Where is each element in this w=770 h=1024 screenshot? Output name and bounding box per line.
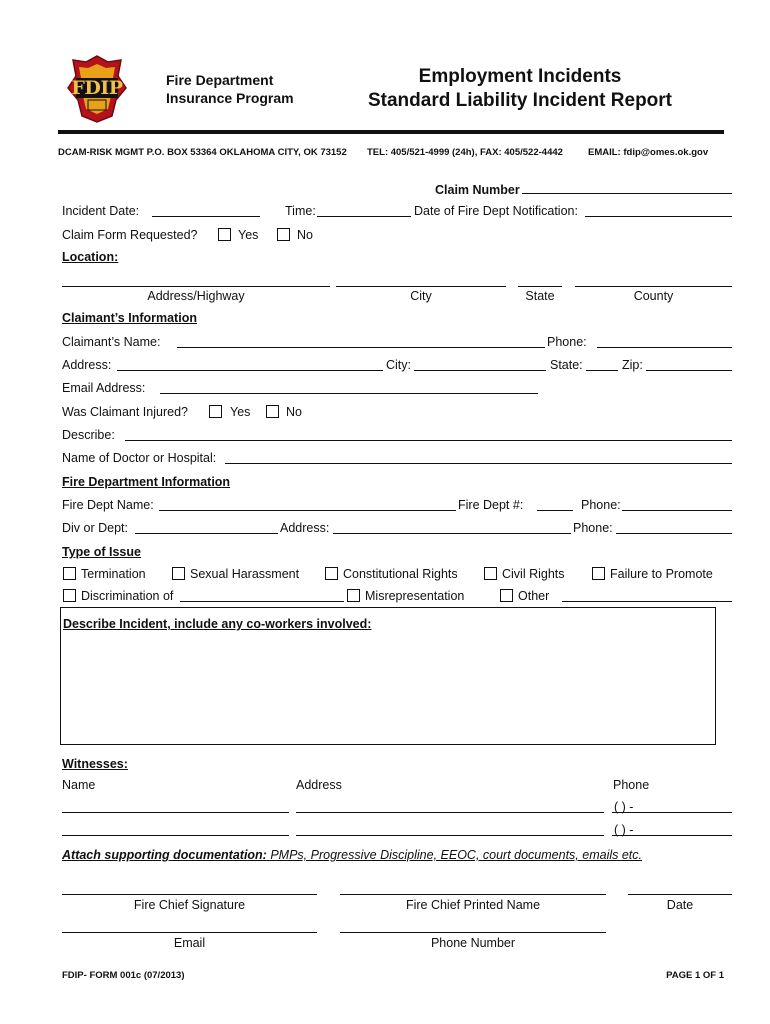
location-county-field[interactable] [575, 286, 732, 287]
describe-field[interactable] [125, 440, 732, 441]
misrepresentation-checkbox[interactable] [347, 589, 360, 602]
fire-dept-name-label: Fire Dept Name: [62, 498, 154, 512]
witness-1-name-field[interactable] [62, 812, 289, 813]
phone-number-caption: Phone Number [430, 936, 516, 950]
civil-rights-label: Civil Rights [502, 567, 565, 581]
address-highway-caption: Address/Highway [147, 289, 245, 303]
city-caption: City [410, 289, 432, 303]
email-field[interactable] [62, 932, 317, 933]
claimant-address-label: Address: [62, 358, 112, 372]
claimant-email-label: Email Address: [62, 381, 146, 395]
witness-name-column: Name [62, 778, 96, 792]
failure-to-promote-checkbox[interactable] [592, 567, 605, 580]
claimant-city-field[interactable] [414, 370, 546, 371]
witnesses-heading: Witnesses: [62, 757, 128, 771]
fire-chief-signature-field[interactable] [62, 894, 317, 895]
fire-dept-phone2-label: Phone: [573, 521, 613, 535]
claimant-state-label: State: [550, 358, 583, 372]
claim-number-label: Claim Number [435, 183, 520, 197]
office-email: EMAIL: fdip@omes.ok.gov [588, 147, 709, 158]
org-name-line2: Insurance Program [166, 90, 294, 106]
claimant-heading: Claimant’s Information [62, 311, 197, 325]
incident-date-field[interactable] [152, 216, 260, 217]
claim-form-yes-label: Yes [238, 228, 259, 242]
div-dept-field[interactable] [135, 533, 278, 534]
issue-type-heading: Type of Issue [62, 545, 141, 559]
discrimination-label: Discrimination of [81, 589, 174, 603]
claim-form-yes-checkbox[interactable] [218, 228, 231, 241]
claimant-injured-yes-checkbox[interactable] [209, 405, 222, 418]
discrimination-checkbox[interactable] [63, 589, 76, 602]
state-caption: State [525, 289, 555, 303]
claimant-phone-field[interactable] [597, 347, 732, 348]
other-checkbox[interactable] [500, 589, 513, 602]
other-field[interactable] [562, 601, 732, 602]
claimant-injured-no-label: No [286, 405, 302, 419]
incident-description-heading: Describe Incident, include any co-workers involved: [63, 617, 372, 631]
claimant-state-field[interactable] [586, 370, 618, 371]
office-address: DCAM-RISK MGMT P.O. BOX 53364 OKLAHOMA CITY, OK 73152 [58, 147, 347, 158]
fire-dept-address-field[interactable] [333, 533, 571, 534]
witness-2-phone-template: ( ) - [614, 823, 634, 837]
county-caption: County [633, 289, 674, 303]
claim-form-no-checkbox[interactable] [277, 228, 290, 241]
failure-to-promote-label: Failure to Promote [610, 567, 713, 581]
witness-phone-column: Phone [613, 778, 650, 792]
attach-documentation-lead: Attach supporting documentation: [62, 848, 267, 862]
fdip-logo [66, 54, 128, 124]
form-title-line1: Employment Incidents [418, 66, 622, 87]
claimant-zip-field[interactable] [646, 370, 732, 371]
page-number: PAGE 1 OF 1 [666, 970, 724, 981]
form-title-line2: Standard Liability Incident Report [367, 90, 673, 111]
other-label: Other [518, 589, 550, 603]
claimant-injured-no-checkbox[interactable] [266, 405, 279, 418]
claim-form-requested-label: Claim Form Requested? [62, 228, 198, 242]
location-heading: Location: [62, 250, 119, 264]
time-field[interactable] [317, 216, 411, 217]
claimant-city-label: City: [386, 358, 411, 372]
witness-address-column: Address [296, 778, 342, 792]
date-field[interactable] [628, 894, 732, 895]
sexual-harassment-label: Sexual Harassment [190, 567, 300, 581]
claim-number-field[interactable] [522, 193, 732, 194]
office-phone: TEL: 405/521-4999 (24h), FAX: 405/522-4442 [367, 147, 563, 158]
time-label: Time: [285, 204, 316, 218]
email-caption: Email [173, 936, 206, 950]
notification-date-field[interactable] [585, 216, 732, 217]
constitutional-rights-checkbox[interactable] [325, 567, 338, 580]
incident-date-label: Incident Date: [62, 204, 140, 218]
claimant-injured-label: Was Claimant Injured? [62, 405, 188, 419]
claimant-address-field[interactable] [117, 370, 383, 371]
logo-text: FDIP [71, 77, 123, 99]
attach-documentation-note [62, 848, 642, 862]
termination-label: Termination [81, 567, 146, 581]
fire-chief-signature-caption: Fire Chief Signature [133, 898, 246, 912]
doctor-hospital-field[interactable] [225, 463, 732, 464]
fire-chief-printed-name-field[interactable] [340, 894, 606, 895]
claimant-zip-label: Zip: [622, 358, 643, 372]
claimant-name-field[interactable] [177, 347, 545, 348]
discrimination-field[interactable] [180, 601, 344, 602]
attach-documentation-text: PMPs, Progressive Discipline, EEOC, court documents, emails etc. [266, 848, 642, 862]
org-name-line1: Fire Department [166, 72, 274, 88]
fire-dept-heading: Fire Department Information [62, 475, 231, 489]
div-dept-label: Div or Dept: [62, 521, 128, 535]
claimant-phone-label: Phone: [547, 335, 587, 349]
fire-dept-phone-field[interactable] [622, 510, 732, 511]
fire-dept-number-field[interactable] [537, 510, 573, 511]
phone-number-field[interactable] [340, 932, 606, 933]
witness-1-phone-template: ( ) - [614, 800, 634, 814]
fire-dept-number-label: Fire Dept #: [458, 498, 524, 512]
describe-label: Describe: [62, 428, 115, 442]
civil-rights-checkbox[interactable] [484, 567, 497, 580]
fire-dept-phone2-field[interactable] [616, 533, 732, 534]
termination-checkbox[interactable] [63, 567, 76, 580]
claim-form-no-label: No [297, 228, 313, 242]
location-state-field[interactable] [518, 286, 562, 287]
witness-1-address-field[interactable] [296, 812, 604, 813]
sexual-harassment-checkbox[interactable] [172, 567, 185, 580]
header-rule [58, 130, 724, 134]
witness-2-name-field[interactable] [62, 835, 289, 836]
notification-date-label: Date of Fire Dept Notification: [414, 204, 578, 218]
fire-chief-printed-name-caption: Fire Chief Printed Name [405, 898, 541, 912]
claimant-name-label: Claimant’s Name: [62, 335, 161, 349]
fire-dept-name-field[interactable] [159, 510, 456, 511]
form-identifier: FDIP- FORM 001c (07/2013) [62, 970, 185, 981]
witness-2-address-field[interactable] [296, 835, 604, 836]
location-city-field[interactable] [336, 286, 506, 287]
misrepresentation-label: Misrepresentation [365, 589, 465, 603]
claimant-injured-yes-label: Yes [230, 405, 251, 419]
fire-dept-address-label: Address: [280, 521, 330, 535]
constitutional-rights-label: Constitutional Rights [343, 567, 458, 581]
claimant-email-field[interactable] [160, 393, 538, 394]
fire-dept-phone-label: Phone: [581, 498, 621, 512]
location-address-field[interactable] [62, 286, 330, 287]
date-caption: Date [666, 898, 694, 912]
doctor-hospital-label: Name of Doctor or Hospital: [62, 451, 217, 465]
